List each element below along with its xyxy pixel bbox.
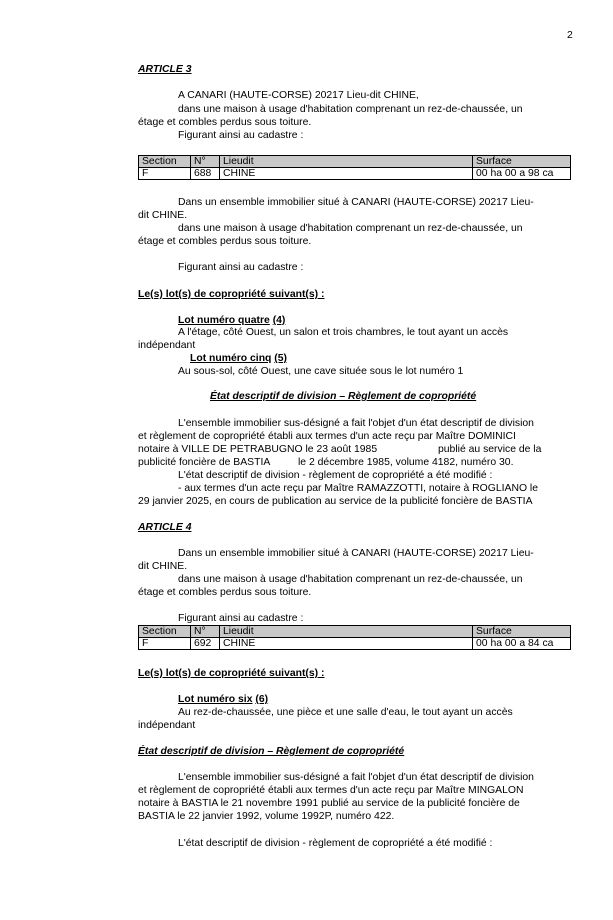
article-4-etat-line: L'ensemble immobilier sus-désigné a fait l'objet d'un état descriptif de division — [178, 772, 534, 783]
table-header-number: N° — [191, 156, 220, 168]
lot-4-description-line: A l'étage, côté Ouest, un salon et trois chambres, le tout ayant un accès — [178, 327, 509, 338]
article-3-etat-line: L'ensemble immobilier sus-désigné a fait l'objet d'un état descriptif de division — [178, 418, 534, 429]
article-4-lots-heading: Le(s) lot(s) de copropriété suivant(s) : — [138, 668, 325, 679]
table-cell-surface: 00 ha 00 a 84 ca — [473, 638, 571, 650]
article-3-modif-line: 29 janvier 2025, en cours de publication au service de la publicité foncière de BASTIA — [138, 496, 533, 507]
table-row — [139, 638, 571, 650]
article-4-heading: ARTICLE 4 — [138, 522, 192, 533]
article-3-etat-line: notaire à VILLE DE PETRABUGNO le 23 août 1985 — [138, 444, 378, 455]
lot-4-description-line: indépendant — [138, 340, 196, 351]
table-cell-section: F — [139, 638, 191, 650]
article-4-ensemble-line: dit CHINE. — [138, 561, 188, 572]
article-3-heading: ARTICLE 3 — [138, 64, 192, 75]
article-3-etat-line: le 2 décembre 1985, volume 4182, numéro 30. — [298, 457, 514, 468]
article-3-etat-line: publié au service de la — [438, 444, 542, 455]
article-4-etat-line: BASTIA le 22 janvier 1992, volume 1992P, numéro 422. — [138, 811, 395, 822]
table-cell-section: F — [139, 168, 191, 180]
table-header-surface: Surface — [473, 626, 571, 638]
lot-6-description-line: Au rez-de-chaussée, une pièce et une salle d'eau, le tout ayant un accès — [178, 707, 513, 718]
table-header-section: Section — [139, 156, 191, 168]
lot-5-number: (5) — [274, 353, 287, 364]
lot-4-title-text: Lot numéro quatre — [178, 315, 270, 326]
lot-6-title-text: Lot numéro six — [178, 694, 253, 705]
lot-6-number: (6) — [255, 694, 269, 705]
article-3-description-line: dans une maison à usage d'habitation comprenant un rez-de-chaussée, un — [178, 104, 523, 115]
article-3-etat-line: et règlement de copropriété établi aux termes d'un acte reçu par Maître DOMINICI — [138, 431, 516, 442]
article-4-etat-line: notaire à BASTIA le 21 novembre 1991 publié au service de la publicité foncière de — [138, 798, 520, 809]
table-header-section: Section — [139, 626, 191, 638]
lot-4-title — [178, 315, 285, 327]
article-4-description-line: dans une maison à usage d'habitation comprenant un rez-de-chaussée, un — [178, 574, 523, 585]
article-3-description-line: étage et combles perdus sous toiture. — [138, 236, 312, 247]
lot-5-description: Au sous-sol, côté Ouest, une cave située sous le lot numéro 1 — [178, 366, 464, 377]
article-4-etat-heading: État descriptif de division – Règlement de copropriété — [138, 746, 405, 757]
table-header-lieudit: Lieudit — [220, 626, 473, 638]
page-number: 2 — [567, 30, 573, 41]
table-header-surface: Surface — [473, 156, 571, 168]
article-3-modif-line: L'état descriptif de division - règlement de copropriété a été modifié : — [178, 470, 493, 481]
table-cell-number: 692 — [191, 638, 220, 650]
article-3-description-line: dans une maison à usage d'habitation comprenant un rez-de-chaussée, un — [178, 223, 523, 234]
article-4-figurant: Figurant ainsi au cadastre : — [178, 613, 304, 624]
table-cell-number: 688 — [191, 168, 220, 180]
article-4-etat-line: et règlement de copropriété établi aux termes d'un acte reçu par Maître MINGALON — [138, 785, 524, 796]
article-4-description-line: étage et combles perdus sous toiture. — [138, 587, 312, 598]
article-3-modif-line: - aux termes d'un acte reçu par Maître RAMAZZOTTI, notaire à ROGLIANO le — [178, 483, 538, 494]
lot-4-number: (4) — [272, 315, 286, 326]
table-row — [139, 168, 571, 180]
article-3-address: A CANARI (HAUTE-CORSE) 20217 Lieu-dit CHINE, — [178, 90, 419, 101]
article-4-ensemble-line: Dans un ensemble immobilier situé à CANARI (HAUTE-CORSE) 20217 Lieu- — [178, 548, 534, 559]
article-3-etat-heading: État descriptif de division – Règlement de copropriété — [210, 391, 477, 402]
table-header-lieudit: Lieudit — [220, 156, 473, 168]
article-3-description-line: étage et combles perdus sous toiture. — [138, 117, 312, 128]
article-3-figurant: Figurant ainsi au cadastre : — [178, 262, 304, 273]
article-3-lots-heading: Le(s) lot(s) de copropriété suivant(s) : — [138, 289, 325, 300]
article-3-figurant: Figurant ainsi au cadastre : — [178, 130, 304, 141]
article-3-etat-line: publicité foncière de BASTIA — [138, 457, 271, 468]
lot-5-title — [190, 353, 287, 365]
table-header-number: N° — [191, 626, 220, 638]
table-cell-lieudit: CHINE — [220, 168, 473, 180]
article-4-modif-line: L'état descriptif de division - règlement de copropriété a été modifié : — [178, 838, 493, 849]
table-cell-lieudit: CHINE — [220, 638, 473, 650]
article-3-ensemble-line: Dans un ensemble immobilier situé à CANARI (HAUTE-CORSE) 20217 Lieu- — [178, 197, 534, 208]
cadastre-table-article-4 — [138, 625, 571, 650]
table-cell-surface: 00 ha 00 a 98 ca — [473, 168, 571, 180]
lot-6-title — [178, 694, 268, 706]
lot-6-description-line: indépendant — [138, 720, 196, 731]
cadastre-table-article-3 — [138, 155, 571, 180]
lot-5-title-text: Lot numéro cinq — [190, 353, 272, 364]
article-3-ensemble-line: dit CHINE. — [138, 210, 188, 221]
